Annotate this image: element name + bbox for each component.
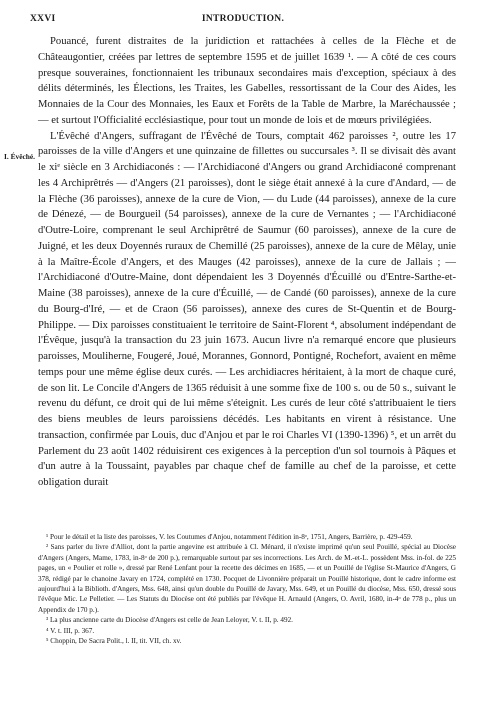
running-header — [30, 14, 456, 28]
footnote: ¹ Pour le détail et la liste des paroisses, V. les Coutumes d'Anjou, notamment l'édition in-8ᵒ, 1751, Angers, Barrière, p. 429-459. — [46, 533, 413, 541]
paragraph: L'Évêché d'Angers, suffragant de l'Évêché de Tours, comptait 462 paroisses ², outre les 17 paroisses de la ville d'Angers et une quinzaine de fillettes ou succursales ³. Il se divisait dès avant le xiᵉ siècle en 3 Archidiaconés : — l'Archidiaconé d'Angers ou grand Archidiaconé comprenant les 4 Archiprêtrés — d'Angers (21 paroisses), dont le siège était annexé à la cure d'Andard, — de la Flèche (36 paroisses), annexe de la cure de Vion, — du Lude (44 paroisses), annexe de la cure de Dénezé, — de Bourgueil (54 paroisses), annexe de la cure de Vernantes ; — l'Archidiaconé d'Outre-Loire, comprenant le seul Archiprêtré de Saumur (60 paroisses), annexe de la cure de Juigné, et les deux Doyennés ruraux de Chemillé (25 paroisses), annexe de la cure de Mêlay, unie à la Maître-École d'Angers, et des Mauges (42 paroisses), annexe de la cure de Jallais ; — l'Archidiaconé d'Outre-Maine, dont dépendaient les 3 Doyennés d'Écuillé ou d'Entre-Sarthe-et-Maine (38 paroisses), annexe de la cure d'Écuillé, — de Candé (60 paroisses), annexe de la cure du Bourg-d'Iré, — et de Craon (56 paroisses), annexe des cures de St-Quentin et de Bourg-Philippe. — Dix paroisses constituaient le territoire de Saint-Florent ⁴, absolument indépendant de l'Évêque, jusqu'à la transaction du 23 juin 1673. Aucun livre n'a remarqué encore que plusieurs paroisses, Mouliherne, Fougeré, Joué, Morannes, Gonnord, Pontigné, Rochefort, avaient en même temps pour une même église deux curés. — Les archidiacres héritaient, à la mort de chaque curé, de son lit. Le Concile d'Angers de 1365 réduisit à une somme fixe de 100 s. ou de 50 s., suivant le revenu du défunt, ce droit qui de lui même s'éteignit. Les curés de leur côté s'attribuaient le tiers des biens meubles de leurs paroissiens décédés. Les habitants en virent à résistance. Une transaction, confirmée par Louis, duc d'Anjou et par le roi Charles VI (1390-1396) ⁵, et un arrêt du Parlement du 23 août 1402 réduisirent ces exigences à la perception d'un sol tournois à Pâques et d'un autre à la Toussaint, payables par chaque chef de famille au chef de la paroisse, et cette obligation durait — [38, 130, 456, 488]
footnote: ² Sans parler du livre d'Alliot, dont la partie angevine est attribuée à Cl. Ménard, il n'existe imprimé qu'un seul Pouillé, spécial au Diocèse d'Angers (Angers, Mame, 1783, in-8ᵒ de 200 p.), remarquable surtout par ses incorrections. Les Arch. de M.-et-L. possèdent Mss. in-fol. de 225 pages, un « Poulier et rolle », dressé par René Lenfant pour la recette des décimes en 1685, — et un Pouillé de l'église St-Maurice d'Angers, G 378, rédigé par le chanoine Javary en 1724, complété en 1730. Pocquet de Livonnière préparait un Pouillé historique, dont le cadre informe est aujourd'hui à la Biblioth. d'Angers, Mss. 648, ainsi qu'un double du Pouillé de Javary, Mss. 649, et un Pouillé du diocèse, Mss. 650, dressé sous l'évêque Mic. Le Pelletier. — Les Statuts du Diocèse ont été publiés par l'évêque H. Arnauld (Angers, O. Avril, 1680, in-4ᵒ de 778 p., plus un Appendix de 170 p.). — [38, 543, 456, 614]
footnotes — [38, 532, 456, 646]
running-title: INTRODUCTION. — [201, 14, 285, 24]
main-text — [38, 34, 456, 491]
footnote: ⁴ V. t. III, p. 367. — [46, 626, 95, 635]
footnote: ³ La plus ancienne carte du Diocèse d'Angers est celle de Jean Leloyer, V. t. II, p. 492. — [46, 616, 293, 625]
page-number: XXVI — [30, 14, 56, 24]
paragraph: Pouancé, furent distraites de la juridiction et rattachées à celles de la Flèche et de Châteaugontier, créées par lettres de septembre 1595 et de juillet 1639 ¹. — A côté de ces cours presque souveraines, fonctionnaient les tribunaux secondaires mais d'exception, spéciaux à des délits déterminés, les Élections, les Traites, les Gabelles, ressortissant de la Cour des Aides, les Monnaies de la Cour des Monnaies, les Eaux et Forêts de la Table de Marbre, la Maréchaussée ; — et surtout l'Officialité ecclésiastique, pour tout un monde de lois et de mœurs privilégiées. — [38, 36, 456, 126]
margin-note: I. Évêché. — [4, 152, 35, 161]
footnote: ⁵ Choppin, De Sacra Polit., l. II, tit. VII, ch. xv. — [46, 637, 182, 646]
